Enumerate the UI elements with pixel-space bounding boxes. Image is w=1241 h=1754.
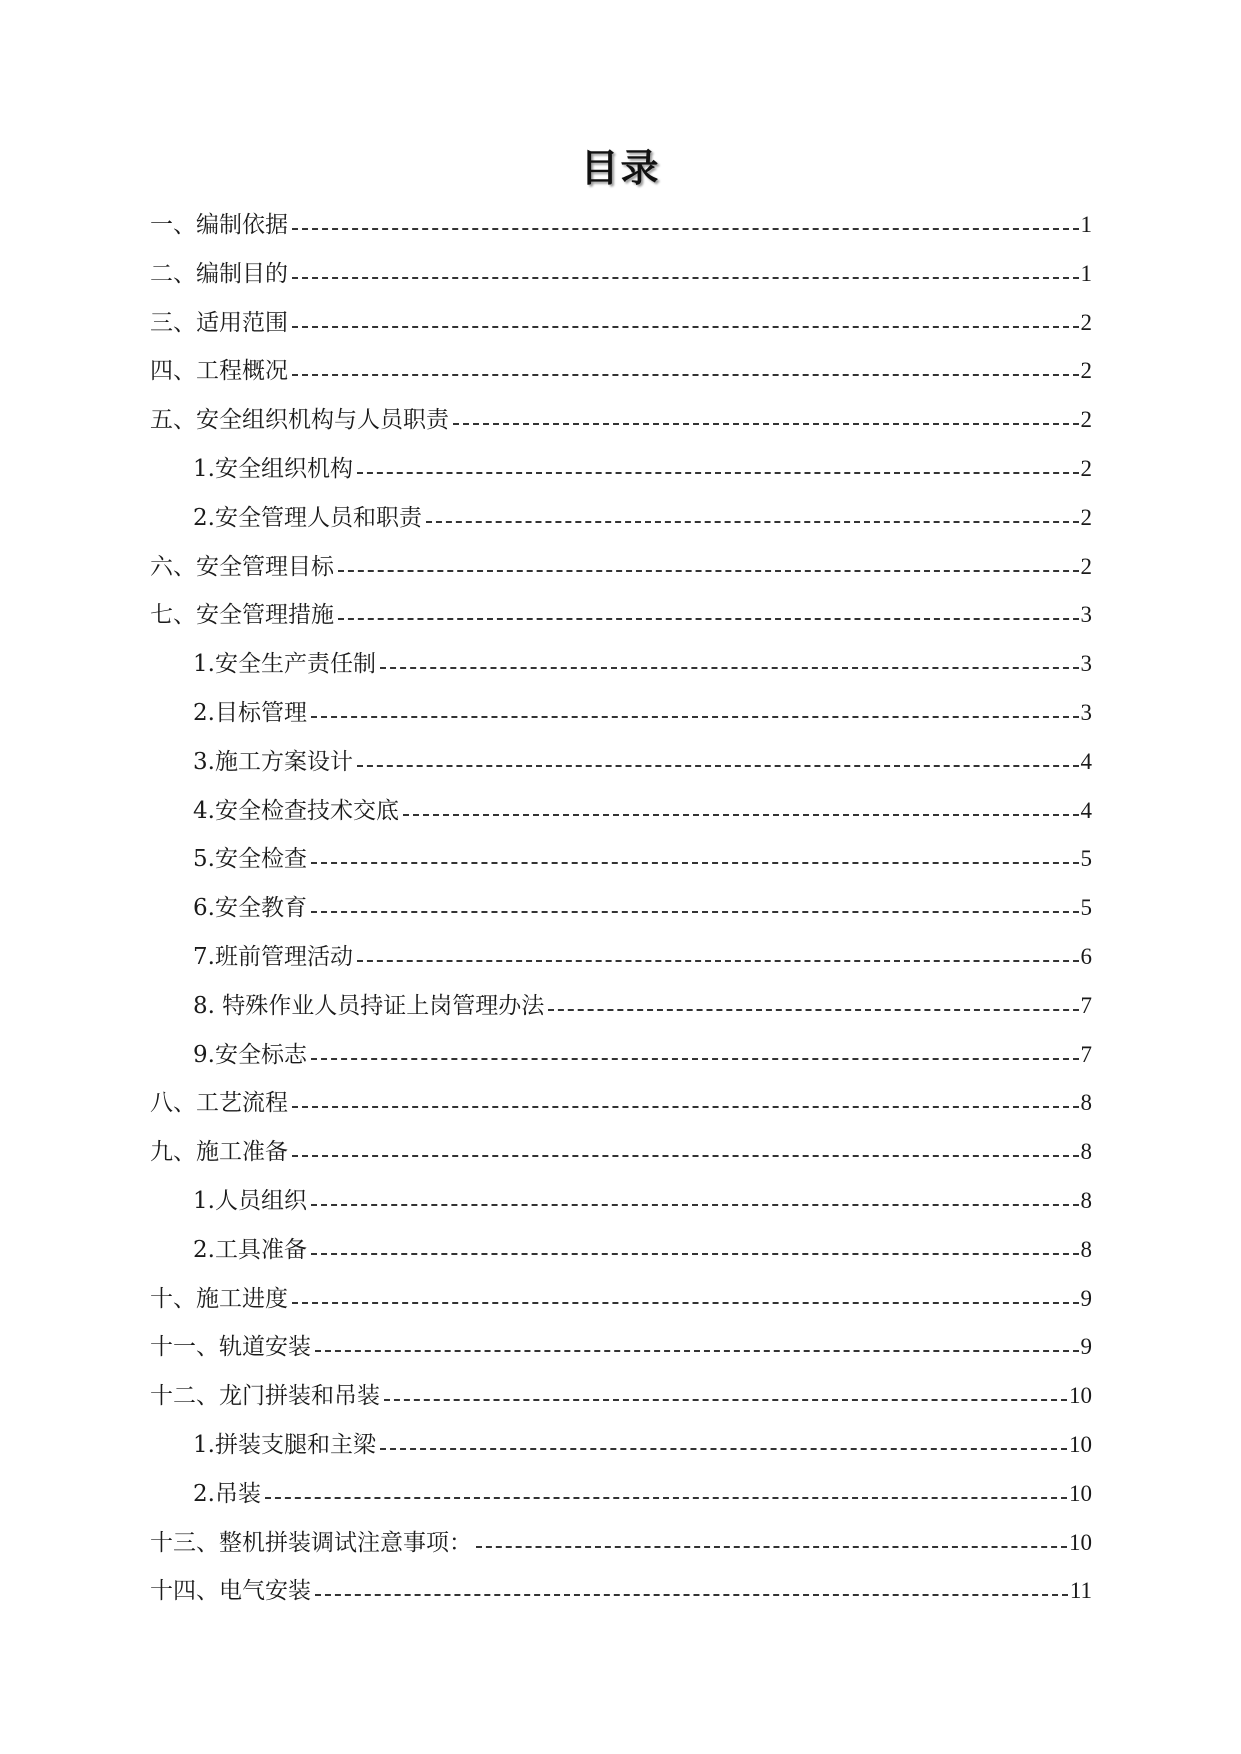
toc-entry-label: 7.班前管理活动 bbox=[193, 944, 353, 970]
toc-page-number: 2 bbox=[1080, 504, 1092, 530]
toc-dot-leader bbox=[292, 308, 1079, 338]
toc-subsection-entry[interactable] bbox=[193, 1180, 1092, 1216]
toc-page-number: 9 bbox=[1080, 1285, 1092, 1311]
toc-dot-leader bbox=[311, 1235, 1079, 1265]
toc-page-number: 7 bbox=[1080, 992, 1092, 1018]
toc-dot-leader bbox=[380, 1430, 1067, 1460]
toc-page-number: 1 bbox=[1080, 260, 1092, 286]
toc-page-number: 8 bbox=[1080, 1090, 1092, 1116]
toc-dot-leader bbox=[380, 649, 1079, 679]
toc-dot-leader bbox=[548, 991, 1078, 1021]
toc-dot-leader bbox=[426, 503, 1079, 533]
toc-dot-leader bbox=[311, 1186, 1079, 1216]
toc-subsection-entry[interactable] bbox=[193, 838, 1092, 874]
toc-page-number: 6 bbox=[1080, 944, 1092, 969]
toc-subsection-entry[interactable] bbox=[193, 1473, 1092, 1509]
toc-dot-leader bbox=[292, 1284, 1079, 1314]
toc-page-number: 2 bbox=[1080, 309, 1092, 335]
toc-entry-label: 2.安全管理人员和职责 bbox=[193, 504, 422, 531]
toc-page-number: 9 bbox=[1080, 1334, 1092, 1360]
toc-dot-leader bbox=[292, 1137, 1079, 1167]
toc-entry-label: 一、编制依据 bbox=[150, 212, 288, 238]
toc-dot-leader bbox=[453, 405, 1079, 435]
toc-entry-label: 3.施工方案设计 bbox=[193, 748, 353, 775]
toc-subsection-entry[interactable] bbox=[193, 1229, 1092, 1265]
toc-section-entry[interactable] bbox=[150, 1522, 1092, 1558]
toc-entry-label: 9.安全标志 bbox=[193, 1041, 307, 1068]
toc-dot-leader bbox=[311, 893, 1079, 923]
toc-entry-label: 八、工艺流程 bbox=[150, 1090, 288, 1117]
toc-entry-label: 三、适用范围 bbox=[150, 309, 288, 336]
toc-entry-label: 十四、电气安装 bbox=[150, 1578, 311, 1605]
toc-page-number: 2 bbox=[1080, 553, 1092, 579]
toc-page-number: 8 bbox=[1080, 1139, 1092, 1165]
toc-subsection-entry[interactable] bbox=[193, 1424, 1092, 1460]
toc-page-number: 10 bbox=[1069, 1480, 1092, 1506]
toc-section-entry[interactable] bbox=[150, 1326, 1092, 1362]
toc-dot-leader bbox=[292, 1088, 1079, 1118]
toc-section-entry[interactable] bbox=[150, 594, 1092, 630]
toc-section-entry[interactable] bbox=[150, 1131, 1092, 1167]
toc-page-number: 10 bbox=[1069, 1529, 1092, 1555]
toc-dot-leader bbox=[292, 356, 1079, 386]
toc-dot-leader bbox=[338, 600, 1079, 630]
toc-section-entry[interactable] bbox=[150, 1082, 1092, 1118]
toc-subsection-entry[interactable] bbox=[193, 790, 1092, 826]
toc-dot-leader bbox=[292, 259, 1079, 289]
toc-entry-label: 2.工具准备 bbox=[193, 1236, 307, 1263]
toc-page-number: 2 bbox=[1080, 358, 1092, 384]
toc-page-number: 5 bbox=[1080, 846, 1092, 872]
toc-subsection-entry[interactable] bbox=[193, 692, 1092, 728]
toc-entry-label: 2.目标管理 bbox=[193, 700, 307, 726]
toc-subsection-entry[interactable] bbox=[193, 887, 1092, 923]
toc-page-number: 3 bbox=[1080, 602, 1092, 628]
toc-dot-leader bbox=[403, 796, 1079, 826]
toc-dot-leader bbox=[315, 1576, 1068, 1606]
toc-dot-leader bbox=[311, 1040, 1079, 1070]
toc-entry-label: 2.吊装 bbox=[193, 1480, 261, 1507]
toc-page-number: 2 bbox=[1080, 456, 1092, 481]
toc-entry-label: 十二、龙门拼装和吊装 bbox=[150, 1383, 380, 1410]
toc-entry-label: 六、安全管理目标 bbox=[150, 553, 334, 580]
toc-entry-label: 1.安全组织机构 bbox=[193, 456, 353, 482]
toc-page-number: 5 bbox=[1080, 895, 1092, 921]
toc-entry-label: 四、工程概况 bbox=[150, 358, 288, 385]
toc-section-entry[interactable] bbox=[150, 399, 1092, 435]
toc-entry-label: 九、施工准备 bbox=[150, 1139, 288, 1166]
toc-entry-label: 5.安全检查 bbox=[193, 846, 307, 873]
toc-section-entry[interactable] bbox=[150, 546, 1092, 582]
toc-section-entry[interactable] bbox=[150, 350, 1092, 386]
toc-entry-label: 1.安全生产责任制 bbox=[193, 651, 376, 678]
toc-entry-label: 七、安全管理措施 bbox=[150, 602, 334, 629]
toc-dot-leader bbox=[315, 1332, 1079, 1362]
toc-page-number: 7 bbox=[1080, 1041, 1092, 1067]
toc-section-entry[interactable] bbox=[150, 204, 1092, 240]
toc-subsection-entry[interactable] bbox=[193, 1034, 1092, 1070]
toc-page-number: 3 bbox=[1080, 651, 1092, 677]
toc-section-entry[interactable] bbox=[150, 253, 1092, 289]
page-title: 目录 bbox=[580, 145, 661, 190]
toc-entry-label: 8. 特殊作业人员持证上岗管理办法 bbox=[193, 992, 545, 1019]
toc-entry-label: 6.安全教育 bbox=[193, 895, 307, 922]
toc-entry-label: 1.拼装支腿和主梁 bbox=[193, 1432, 376, 1458]
toc-section-entry[interactable] bbox=[150, 1375, 1092, 1411]
toc-entry-label: 五、安全组织机构与人员职责 bbox=[150, 407, 449, 434]
toc-page-number: 3 bbox=[1080, 700, 1092, 725]
toc-entry-label: 十一、轨道安装 bbox=[150, 1334, 311, 1361]
toc-dot-leader bbox=[476, 1528, 1067, 1558]
toc-entry-label: 1.人员组织 bbox=[193, 1188, 307, 1214]
toc-subsection-entry[interactable] bbox=[193, 741, 1092, 777]
toc-page-number: 8 bbox=[1080, 1236, 1092, 1262]
toc-dot-leader bbox=[311, 844, 1079, 874]
toc-dot-leader bbox=[311, 698, 1079, 728]
toc-section-entry[interactable] bbox=[150, 302, 1092, 338]
toc-section-entry[interactable] bbox=[150, 1278, 1092, 1314]
toc-page-number: 8 bbox=[1080, 1188, 1092, 1213]
toc-entry-label: 十三、整机拼装调试注意事项： bbox=[150, 1529, 472, 1556]
toc-page-number: 10 bbox=[1069, 1432, 1092, 1457]
toc-dot-leader bbox=[292, 210, 1079, 240]
toc-subsection-entry[interactable] bbox=[193, 448, 1092, 484]
toc-page-number: 2 bbox=[1080, 407, 1092, 433]
toc-dot-leader bbox=[384, 1381, 1067, 1411]
toc-dot-leader bbox=[357, 942, 1079, 972]
toc-page-number: 10 bbox=[1069, 1383, 1092, 1409]
toc-page-number: 11 bbox=[1069, 1578, 1092, 1604]
toc-entry-label: 十、施工进度 bbox=[150, 1285, 288, 1312]
toc-page-number: 4 bbox=[1080, 748, 1092, 774]
toc-page-number: 4 bbox=[1080, 797, 1092, 823]
toc-dot-leader bbox=[265, 1479, 1067, 1509]
toc-dot-leader bbox=[338, 552, 1079, 582]
toc-page-number: 1 bbox=[1080, 212, 1092, 237]
toc-subsection-entry[interactable] bbox=[193, 497, 1092, 533]
toc-subsection-entry[interactable] bbox=[193, 985, 1092, 1021]
toc-subsection-entry[interactable] bbox=[193, 643, 1092, 679]
toc-entry-label: 4.安全检查技术交底 bbox=[193, 797, 399, 824]
toc-subsection-entry[interactable] bbox=[193, 936, 1092, 972]
toc-dot-leader bbox=[357, 747, 1079, 777]
toc-section-entry[interactable] bbox=[150, 1570, 1092, 1606]
toc-dot-leader bbox=[357, 454, 1079, 484]
toc-entry-label: 二、编制目的 bbox=[150, 260, 288, 287]
